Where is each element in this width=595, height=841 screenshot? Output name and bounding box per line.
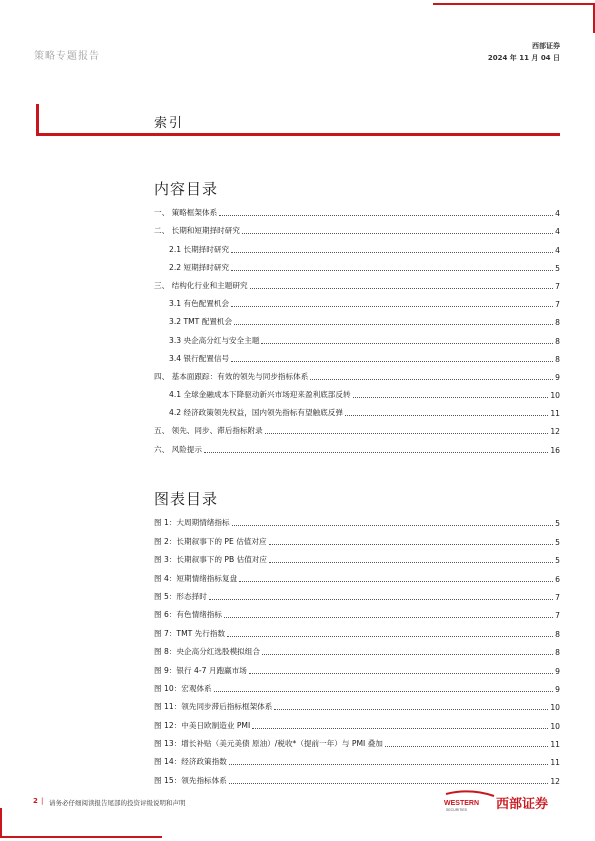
toc-entry-page: 5	[555, 263, 560, 273]
toc-entry-label: 五、 领先、同步、滞后指标附录	[154, 426, 263, 436]
toc-entry-page: 6	[555, 574, 560, 584]
footer-disclaimer: 请务必仔细阅读报告尾部的投资评级说明和声明	[49, 799, 186, 807]
toc-entry-page: 11	[550, 758, 560, 768]
toc-entry-label: 一、 策略框架体系	[154, 208, 218, 218]
toc-entry-page: 12	[550, 776, 560, 786]
toc-entry-label: 图 3：长期叙事下的 PB 估值对应	[154, 555, 267, 565]
toc-entry-label: 图 1：大周期情绪指标	[154, 518, 230, 528]
toc-entry-page: 9	[555, 684, 560, 694]
toc-dot-leader	[209, 598, 553, 600]
toc-entry[interactable]	[154, 273, 560, 291]
toc-entry-page: 4	[555, 245, 560, 255]
toc-entry-page: 4	[555, 227, 560, 237]
toc-entry-label: 3.2 TMT 配置机会	[169, 317, 233, 327]
toc-entry[interactable]	[154, 382, 560, 400]
toc-dot-leader	[231, 305, 553, 307]
toc-entry[interactable]	[154, 436, 560, 454]
toc-dot-leader	[242, 232, 553, 234]
toc-entry[interactable]	[154, 528, 560, 546]
toc-dot-leader	[265, 432, 549, 434]
toc-entry-label: 图 12：中美日欧制造业 PMI	[154, 720, 251, 730]
toc-entry[interactable]	[154, 364, 560, 382]
toc-entry[interactable]	[154, 602, 560, 620]
toc-entry-label: 4.2 经济政策领先权益，国内领先指标有望触底反弹	[169, 408, 343, 418]
toc-dot-leader	[229, 782, 549, 784]
toc-entry-page: 8	[555, 336, 560, 346]
page-number: 2	[33, 797, 38, 805]
toc-entry-page: 11	[550, 740, 560, 750]
index-underline	[36, 133, 560, 136]
report-type-label: 策略专题报告	[34, 51, 100, 62]
toc-entry-label: 图 15：领先指标体系	[154, 775, 227, 785]
toc-dot-leader	[234, 323, 553, 325]
toc-entry-page: 7	[555, 611, 560, 621]
toc-entry-page: 5	[555, 537, 560, 547]
toc-entry-label: 3.1 有色配置机会	[169, 299, 230, 309]
toc-entry-page: 8	[555, 648, 560, 658]
toc-entry[interactable]	[154, 255, 560, 273]
toc-entry[interactable]	[154, 218, 560, 236]
toc-dot-leader	[204, 451, 548, 453]
toc-entry-page: 9	[555, 372, 560, 382]
toc-dot-leader	[224, 616, 553, 618]
toc-entry[interactable]	[154, 657, 560, 675]
toc-entry-page: 10	[550, 391, 560, 401]
logo-cn: 西部证券	[496, 797, 549, 812]
contents-title: 内容目录	[154, 180, 219, 198]
toc-entry[interactable]	[154, 767, 560, 785]
toc-entry[interactable]	[154, 565, 560, 583]
toc-entry-label: 2.2 短期择时研究	[169, 262, 230, 272]
logo-graphic-icon	[440, 790, 560, 814]
toc-entry[interactable]	[154, 400, 560, 418]
index-title: 索引	[154, 116, 185, 131]
toc-dot-leader	[252, 727, 548, 729]
toc-entry-label: 四、 基本面跟踪：有效的领先与同步指标体系	[154, 371, 309, 381]
toc-entry-page: 4	[555, 209, 560, 219]
toc-entry-page: 8	[555, 354, 560, 364]
toc-entry-label: 图 4：短期情绪指标复盘	[154, 573, 238, 583]
toc-entry[interactable]	[154, 639, 560, 657]
toc-dot-leader	[345, 414, 548, 416]
report-date: 2024 年 11 月 04 日	[487, 54, 560, 62]
toc-entry-page: 16	[550, 445, 560, 455]
toc-entry-label: 六、 风险提示	[154, 444, 202, 454]
toc-entry[interactable]	[154, 200, 560, 218]
toc-entry-page: 8	[555, 318, 560, 328]
toc-entry-label: 3.3 央企高分红与安全主题	[169, 335, 260, 345]
toc-entry[interactable]	[154, 291, 560, 309]
toc-entry[interactable]	[154, 346, 560, 364]
western-securities-logo	[440, 790, 560, 814]
toc-entry[interactable]	[154, 510, 560, 528]
toc-entry-label: 图 14：经济政策指数	[154, 757, 227, 767]
toc-entry-label: 4.1 全球金融成本下降驱动新兴市场迎来盈利底部反转	[169, 390, 351, 400]
toc-dot-leader	[229, 763, 549, 765]
toc-entry-label: 三、 结构化行业和主题研究	[154, 280, 248, 290]
toc-dot-leader	[261, 342, 553, 344]
toc-dot-leader	[310, 378, 553, 380]
toc-entry-label: 图 8：央企高分红选股模拟组合	[154, 647, 260, 657]
toc-dot-leader	[231, 251, 553, 253]
toc-entry-label: 3.4 银行配置信号	[169, 353, 230, 363]
toc-dot-leader	[250, 287, 554, 289]
toc-dot-leader	[274, 708, 548, 710]
toc-dot-leader	[269, 543, 554, 545]
toc-entry[interactable]	[154, 418, 560, 436]
toc-entry-label: 图 13：增长补贴（美元美债 原油）/税收*（提前一年）与 PMI 叠加	[154, 739, 383, 749]
toc-dot-leader	[231, 360, 553, 362]
toc-entry-label: 图 2：长期叙事下的 PE 估值对应	[154, 536, 267, 546]
figures-list	[154, 510, 560, 786]
toc-entry-page: 8	[555, 629, 560, 639]
toc-entry-page: 5	[555, 556, 560, 566]
toc-entry[interactable]	[154, 731, 560, 749]
toc-dot-leader	[262, 653, 553, 655]
corner-decoration-bottom-left-vertical	[0, 808, 2, 838]
header-brand: 西部证券	[532, 42, 560, 50]
toc-entry-label: 2.1 长期择时研究	[169, 244, 230, 254]
toc-entry-page: 7	[555, 300, 560, 310]
toc-entry-label: 图 5：形态择时	[154, 591, 207, 601]
toc-entry[interactable]	[154, 749, 560, 767]
toc-entry-label: 图 6：有色情绪指标	[154, 610, 222, 620]
contents-list	[154, 200, 560, 455]
toc-entry-label: 二、 长期和短期择时研究	[154, 226, 240, 236]
toc-entry-page: 7	[555, 281, 560, 291]
toc-entry-page: 9	[555, 666, 560, 676]
toc-entry-label: 图 9：银行 4-7 月跑赢市场	[154, 665, 247, 675]
toc-entry[interactable]	[154, 694, 560, 712]
toc-entry-page: 10	[550, 703, 560, 713]
toc-entry[interactable]	[154, 547, 560, 565]
toc-entry-label: 图 11：领先同步滞后指标框架体系	[154, 702, 273, 712]
toc-dot-leader	[214, 690, 554, 692]
toc-entry[interactable]	[154, 584, 560, 602]
toc-entry[interactable]	[154, 620, 560, 638]
toc-dot-leader	[269, 561, 553, 563]
toc-dot-leader	[219, 214, 553, 216]
toc-entry-page: 11	[550, 409, 560, 419]
toc-entry[interactable]	[154, 712, 560, 730]
toc-entry[interactable]	[154, 676, 560, 694]
logo-en-bottom: SECURITIES	[446, 808, 468, 812]
toc-entry-label: 图 7：TMT 先行指数	[154, 628, 226, 638]
toc-entry[interactable]	[154, 236, 560, 254]
toc-entry-page: 12	[550, 427, 560, 437]
index-accent-bar	[36, 104, 39, 136]
figures-title: 图表目录	[154, 490, 219, 508]
toc-dot-leader	[227, 635, 553, 637]
toc-entry-page: 7	[555, 592, 560, 602]
corner-decoration-bottom-left	[0, 836, 162, 838]
toc-dot-leader	[385, 745, 548, 747]
toc-dot-leader	[239, 580, 553, 582]
toc-entry[interactable]	[154, 327, 560, 345]
toc-dot-leader	[249, 672, 553, 674]
toc-entry[interactable]	[154, 309, 560, 327]
toc-dot-leader	[231, 269, 553, 271]
footer-separator: |	[41, 797, 44, 805]
toc-entry-page: 5	[555, 519, 560, 529]
toc-entry-page: 10	[550, 721, 560, 731]
logo-en-top: WESTERN	[444, 800, 479, 807]
toc-dot-leader	[232, 524, 554, 526]
corner-decoration-top-right	[433, 3, 595, 5]
toc-entry-label: 图 10：宏观体系	[154, 683, 212, 693]
toc-dot-leader	[353, 396, 549, 398]
